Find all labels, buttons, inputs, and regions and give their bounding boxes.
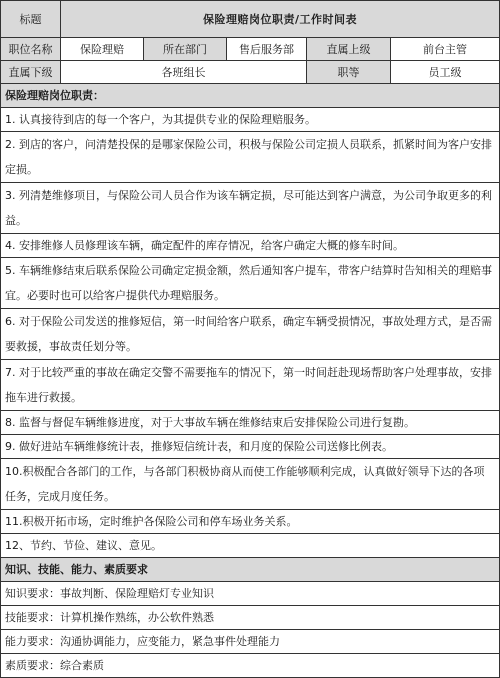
duty-item-8: 8. 监督与督促车辆维修进度，对于大事故车辆在维修结束后安排保险公司进行复勘。 (1, 411, 500, 435)
meta-row-1 (1, 38, 500, 61)
duty-row (1, 183, 500, 234)
grade-value: 员工级 (391, 61, 500, 84)
requirements-heading-row (1, 558, 500, 582)
duties-heading-row (1, 84, 500, 108)
title-row (1, 1, 500, 38)
duty-row (1, 309, 500, 360)
grade-label: 职等 (307, 61, 391, 84)
skill-requirement: 技能要求：计算机操作熟练，办公软件熟悉 (1, 606, 500, 630)
subordinate-value: 各班组长 (61, 61, 307, 84)
knowledge-requirement: 知识要求：事故判断、保险理赔灯专业知识 (1, 582, 500, 606)
meta-row-2 (1, 61, 500, 84)
duty-item-9: 9. 做好进站车辆维修统计表，推修短信统计表，和月度的保险公司送修比例表。 (1, 435, 500, 459)
requirements-heading: 知识、技能、能力、素质要求 (1, 558, 500, 582)
duty-row (1, 459, 500, 510)
duty-row (1, 258, 500, 309)
duty-row (1, 234, 500, 258)
page-title: 保险理赔岗位职责/工作时间表 (61, 1, 500, 38)
duty-item-12: 12、节约、节俭、建议、意见。 (1, 534, 500, 558)
duty-row (1, 360, 500, 411)
duty-item-2: 2. 到店的客户，问清楚投保的是哪家保险公司，积极与保险公司定损人员联系，抓紧时间为客户安排定损。 (5, 138, 492, 176)
duty-item-3: 3. 列清楚维修项目，与保险公司人员合作为该车辆定损，尽可能达到客户满意，为公司争取更多的利益。 (5, 189, 492, 227)
duty-item-7: 7. 对于比较严重的事故在确定交警不需要拖车的情况下，第一时间赶赴现场帮助客户处理事故，安排拖车进行救援。 (5, 366, 492, 404)
duty-row (1, 132, 500, 183)
quality-requirement: 素质要求：综合素质 (1, 654, 500, 678)
duties-heading: 保险理赔岗位职责： (1, 84, 500, 108)
position-name-label: 职位名称 (1, 38, 61, 61)
requirement-row (1, 606, 500, 630)
duty-row (1, 435, 500, 459)
duty-item-10: 10.积极配合各部门的工作，与各部门积极协商从而使工作能够顺利完成，认真做好领导下达的各项任务，完成月度任务。 (5, 465, 485, 503)
duty-item-6: 6. 对于保险公司发送的推修短信，第一时间给客户联系，确定车辆受损情况，事故处理方式，是否需要救援，事故责任划分等。 (5, 315, 492, 353)
title-label: 标题 (1, 1, 61, 38)
position-name-value: 保险理赔 (61, 38, 144, 61)
duty-row (1, 510, 500, 534)
department-value: 售后服务部 (227, 38, 307, 61)
supervisor-value: 前台主管 (391, 38, 500, 61)
duty-item-11: 11.积极开拓市场，定时维护各保险公司和停车场业务关系。 (1, 510, 500, 534)
ability-requirement: 能力要求：沟通协调能力，应变能力，紧急事件处理能力 (1, 630, 500, 654)
duty-item-5: 5. 车辆维修结束后联系保险公司确定定损金额，然后通知客户提车，带客户结算时告知相关的理赔事宜。必要时也可以给客户提供代办理赔服务。 (5, 264, 492, 302)
subordinate-label: 直属下级 (1, 61, 61, 84)
duty-item-1: 1. 认真接待到店的每一个客户，为其提供专业的保险理赔服务。 (1, 108, 500, 132)
duty-row (1, 534, 500, 558)
duty-row (1, 108, 500, 132)
requirement-row (1, 630, 500, 654)
supervisor-label: 直属上级 (307, 38, 391, 61)
requirement-row (1, 582, 500, 606)
duty-item-4: 4. 安排维修人员修理该车辆，确定配件的库存情况，给客户确定大概的修车时间。 (1, 234, 500, 258)
department-label: 所在部门 (144, 38, 227, 61)
duty-row (1, 411, 500, 435)
requirement-row (1, 654, 500, 678)
